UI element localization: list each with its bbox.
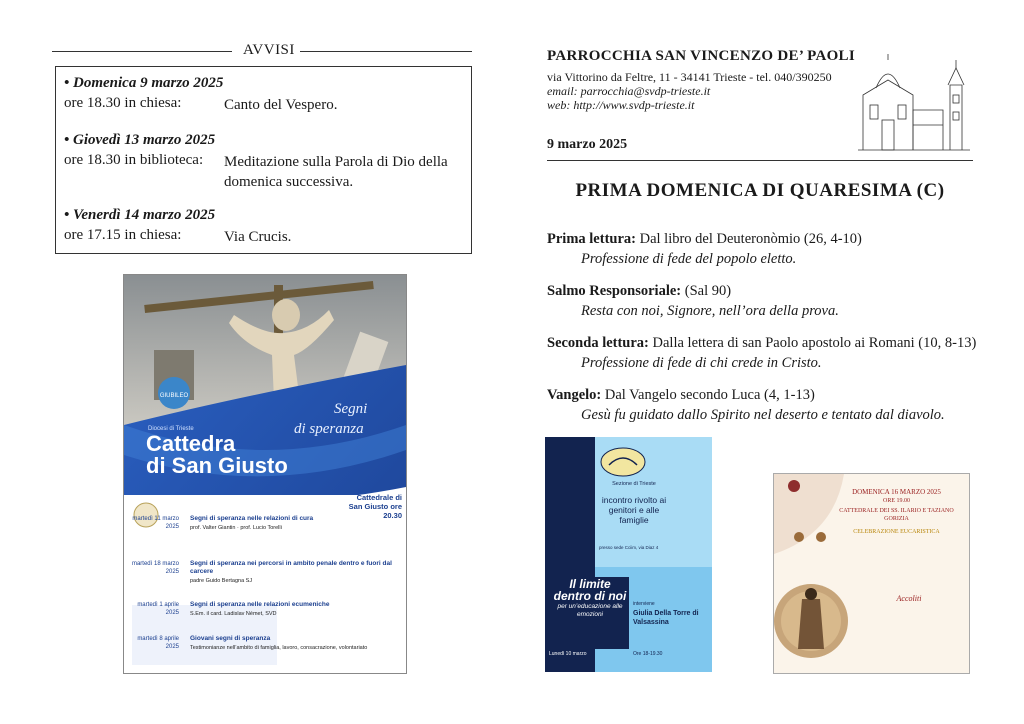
entry-date: martedì 8 aprile 2025: [137, 636, 179, 650]
entry-date: martedì 1 aprile 2025: [137, 602, 179, 616]
poster-title-1: Cattedra: [146, 431, 236, 456]
speaker-name: Giulia Della Torre di Valsassina: [633, 610, 699, 626]
org-label: Sezione di Trieste: [612, 481, 656, 487]
reading-label: Seconda lettura:: [547, 335, 649, 351]
reading-label: Vangelo:: [547, 387, 602, 403]
celebration-place: CATTEDRALE DEI SS. ILARIO E TAZIANO GORIZIA: [839, 508, 954, 522]
event-1-title: • Domenica 9 marzo 2025: [64, 75, 224, 91]
parish-address: via Vittorino da Feltre, 11 - 34141 Trieste - tel. 040/390250: [547, 70, 832, 84]
event-time: Ore 18-19.30: [633, 651, 663, 657]
avvisi-rule-right: [300, 51, 472, 52]
event-1-what: Canto del Vespero.: [224, 97, 338, 113]
reading-subtitle: Gesù fu guidato dallo Spirito nel deserto e tentato dal diavolo.: [581, 407, 945, 423]
celebration-time: ORE 19.00: [883, 498, 910, 504]
reading-psalm: [547, 281, 977, 321]
place-text: presso sede Cciim, via Diaz 4: [599, 545, 659, 550]
reading-subtitle: Resta con noi, Signore, nell’ora della prova.: [581, 303, 839, 319]
church-drawing-icon: [858, 50, 973, 158]
bulletin-date: 9 marzo 2025: [547, 137, 628, 152]
gorizia-poster: [773, 473, 970, 674]
accoliti-label: Accoliti: [896, 594, 922, 603]
parish-email: email: parrocchia@svdp-trieste.it: [547, 84, 711, 98]
invite-text: incontro rivolto ai genitori e alle famiglie: [601, 495, 667, 525]
reading-label: Salmo Responsoriale:: [547, 283, 682, 299]
speaker-label: interviene: [633, 601, 655, 607]
avvisi-rule-left: [52, 51, 232, 52]
page-heading: PRIMA DOMENICA DI QUARESIMA (C): [575, 180, 945, 201]
event-3-title: • Venerdì 14 marzo 2025: [64, 207, 216, 223]
entry-head: Segni di speranza nelle relazioni ecumeniche: [190, 601, 330, 608]
reading-source: Dalla lettera di san Paolo apostolo ai Romani (10, 8-13): [648, 335, 977, 351]
event-2-title: • Giovedì 13 marzo 2025: [64, 132, 216, 148]
entry-head: Segni di speranza nelle relazioni di cura: [190, 515, 314, 522]
event-day: Lunedì 10 marzo: [549, 651, 587, 657]
reading-subtitle: Professione di fede del popolo eletto.: [581, 251, 797, 267]
reading-first: [547, 229, 977, 269]
event-1-when: ore 18.30 in chiesa:: [64, 95, 182, 111]
cciim-poster: [545, 437, 712, 672]
main-title-1: Il limite: [569, 577, 611, 591]
reading-label: Prima lettura:: [547, 231, 636, 247]
slogan-word: Segni: [334, 401, 368, 417]
main-title-2: dentro di noi: [553, 589, 627, 603]
entry-head: Giovani segni di speranza: [190, 635, 271, 642]
reading-source: Dal Vangelo secondo Luca (4, 1-13): [601, 387, 815, 403]
entry-head: Segni di speranza nei percorsi in ambito penale dentro e fuori dal carcere: [190, 560, 392, 575]
event-2-what: Meditazione sulla Parola di Dio della domenica successiva.: [224, 154, 448, 190]
event-3-when: ore 17.15 in chiesa:: [64, 227, 182, 243]
celebration-date: DOMENICA 16 MARZO 2025: [852, 488, 941, 496]
celebration-event: CELEBRAZIONE EUCARISTICA: [853, 529, 940, 535]
reading-subtitle: Professione di fede di chi crede in Cristo.: [581, 355, 822, 371]
event-3-what: Via Crucis.: [224, 229, 292, 245]
venue-label: Cattedrale di San Giusto ore 20.30: [348, 493, 402, 520]
entry-people: padre Guido Bertagna SJ: [190, 578, 253, 584]
entry-people: Testimonianze nell’ambito di famiglia, lavoro, consacrazione, volontariato: [190, 645, 368, 651]
main-subtitle: per un’educazione alle emozioni: [557, 603, 623, 618]
avvisi-title: AVVISI: [243, 42, 295, 58]
parish-name: PARROCCHIA SAN VINCENZO DE’ PAOLI: [547, 48, 855, 64]
reading-second: [547, 333, 977, 373]
header-rule: [547, 160, 973, 161]
parish-web: web: http://www.svdp-trieste.it: [547, 98, 695, 112]
svg-text:GIUBILEO: GIUBILEO: [159, 393, 189, 399]
event-2-when: ore 18.30 in biblioteca:: [64, 152, 204, 168]
cattedra-poster: [123, 274, 407, 674]
avvisi-box: [55, 66, 472, 254]
entry-date: martedì 11 marzo 2025: [132, 516, 179, 530]
cciim-poster-art: [545, 437, 712, 672]
diocese-label: Diocesi di Trieste: [148, 426, 194, 432]
entry-people: prof. Valter Giantin · prof. Lucio Torelli: [190, 525, 282, 531]
slogan-rest: di speranza: [294, 421, 364, 437]
reading-source: Dal libro del Deuteronòmio (26, 4-10): [635, 231, 862, 247]
entry-people: S.Em. il card. Ladislav Német, SVD: [190, 611, 277, 617]
poster-title-2: di San Giusto: [146, 453, 288, 478]
reading-source: (Sal 90): [681, 283, 732, 299]
reading-gospel: [547, 385, 977, 425]
entry-date: martedì 18 marzo 2025: [131, 561, 179, 575]
